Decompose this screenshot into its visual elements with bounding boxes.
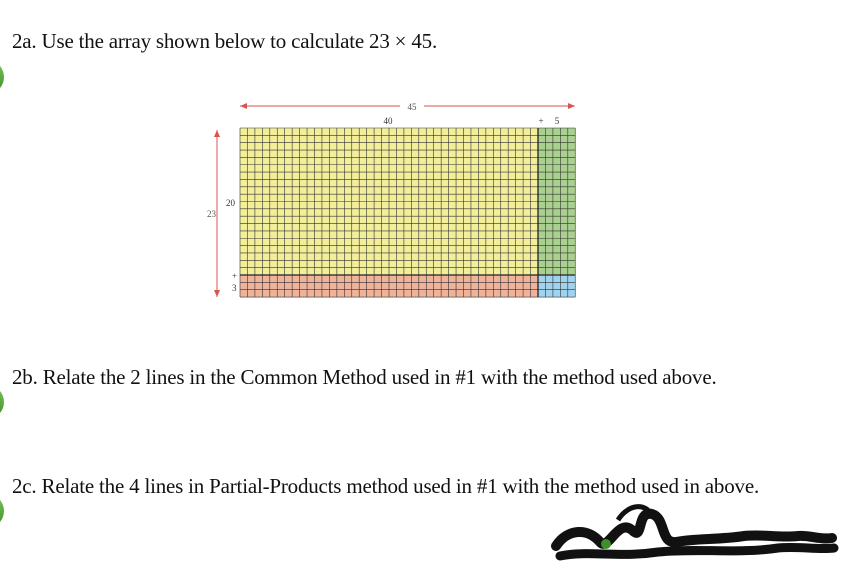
left-bottom-label: 3 bbox=[232, 283, 237, 293]
left-arrow-top-head bbox=[214, 130, 220, 137]
side-tab-icon[interactable] bbox=[0, 494, 4, 528]
array-grid bbox=[240, 128, 575, 297]
top-left-label: 40 bbox=[383, 116, 393, 126]
array-figure bbox=[195, 98, 585, 303]
side-tab-icon[interactable] bbox=[0, 60, 4, 94]
left-arrow-bottom-head bbox=[214, 290, 220, 297]
top-right-label: 5 bbox=[554, 116, 560, 126]
question-2c: 2c. Relate the 4 lines in Partial-Products method used in #1 with the method used in above. bbox=[12, 474, 759, 498]
top-arrow-right-head bbox=[568, 103, 575, 109]
handwritten-scribble bbox=[548, 498, 840, 564]
question-2a: 2a. Use the array shown below to calculate 23 × 45. bbox=[12, 29, 438, 53]
question-2b: 2b. Relate the 2 lines in the Common Method used in #1 with the method used above. bbox=[12, 365, 717, 389]
top-arrow-left-head bbox=[240, 103, 247, 109]
top-plus-label: + bbox=[538, 116, 544, 126]
left-total-label: 23 bbox=[207, 209, 216, 219]
left-plus-label: + bbox=[232, 271, 238, 281]
region-3x5 bbox=[538, 275, 575, 297]
side-tab-icon[interactable] bbox=[0, 385, 4, 419]
left-top-label: 20 bbox=[226, 198, 235, 208]
top-total-label: 45 bbox=[407, 102, 417, 112]
